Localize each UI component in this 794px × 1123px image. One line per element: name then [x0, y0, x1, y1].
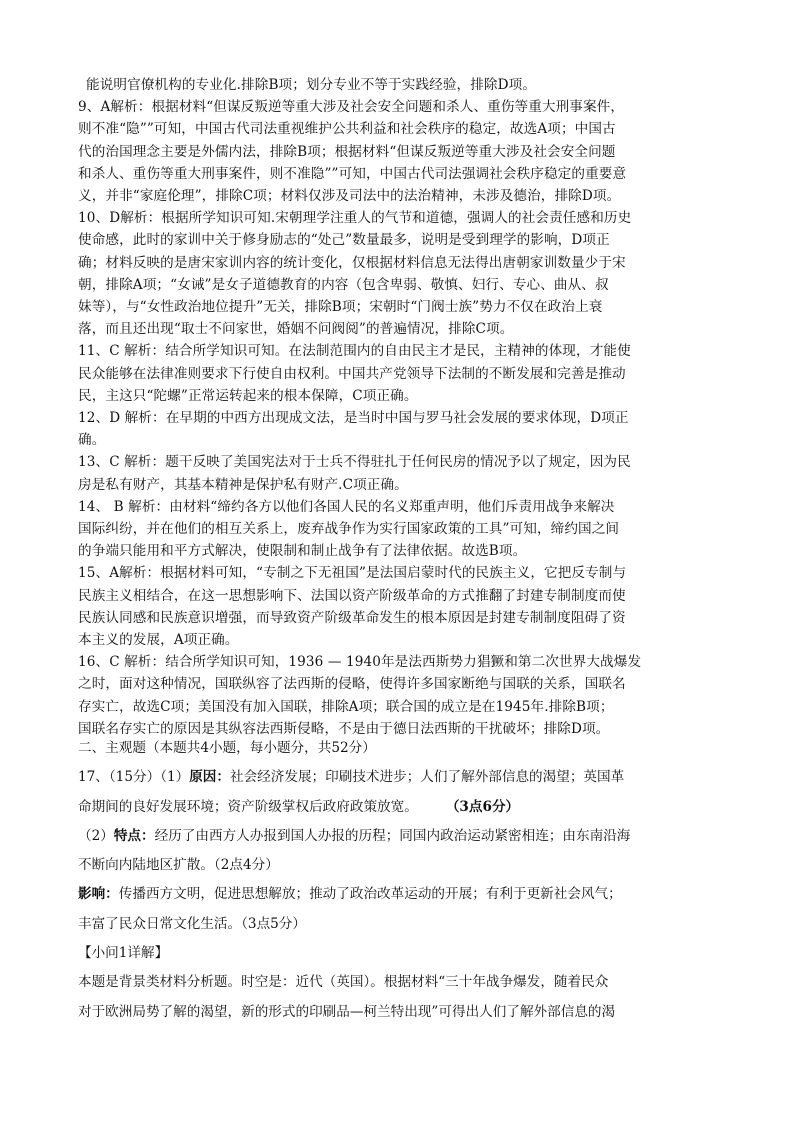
detail-line: 本题是背景类材料分析题。时空是：近代（英国）。根据材料“三十年战争爆发，随着民众: [78, 974, 609, 991]
text-line: 国联名存实亡的原因是其纵容法西斯侵略，不是由于德日法西斯的干扰破坏；排除D项。: [78, 720, 610, 737]
cause-text: 命期间的良好发展环境；资产阶级掌权后政府政策放宽。: [78, 798, 418, 815]
text-line: 确。: [78, 432, 106, 449]
q17-cause-line-2: [78, 793, 728, 822]
text-line: 民族主义相结合，在这一思想影响下、法国以资产阶级革命的方式推翻了封建专制制度而使: [78, 587, 626, 604]
section-title: 二、主观题（本题共4小题，每小题分，共52分）: [78, 740, 376, 756]
text-line: 房是私有财产，其基本精神是保护私有财产.C项正确。: [78, 476, 408, 493]
cause-label: 原因：: [189, 769, 230, 786]
text-line: 存实亡，故选C项；美国没有加入国联，排除A项；联合国的成立是在1945年.排除B项；: [78, 698, 614, 715]
text-line: 则不准“隐””可知，中国古代司法重视维护公共利益和社会秩序的稳定，故选A项；中国古: [78, 121, 616, 138]
text-line: 之时，面对这种情况，国联纵容了法西斯的侵略，使得许多国家断绝与国联的关系，国联名: [78, 676, 626, 693]
q17-feature-line-1: [78, 822, 728, 851]
text-line: 代的治国理念主要是外儒内法，排除B项；根据材料“但谋反叛逆等重大涉及社会安全问题: [78, 143, 616, 160]
text-line: 民，主这只“陀螺”正常运转起来的根本保障，C项正确。: [78, 387, 418, 404]
part2-prefix: （2）: [78, 827, 114, 844]
impact-text: 丰富了民众日常文化生活。（3点5分）: [78, 915, 306, 932]
text-line: 12、D 解析：在早期的中西方出现成文法，是当时中国与罗马社会发展的要求体现，D项正: [78, 410, 629, 427]
subjective-answers: [78, 734, 728, 1027]
text-line: 落，而且还出现“取士不问家世，婚姻不问阀阅”的普遍情况，排除C项。: [78, 321, 514, 338]
text-line: 能说明官僚机构的专业化.排除B项；划分专业不等于实践经验，排除D项。: [86, 77, 537, 93]
text-line: 9、A解析：根据材料“但谋反叛逆等重大涉及社会安全问题和杀人、重伤等重大刑事案件，: [78, 99, 625, 116]
multiple-choice-explanations: [78, 74, 728, 740]
q17-prefix: 17、（15分）（1）: [78, 769, 190, 786]
text-line: 国际纠纷，并在他们的相互关系上，废弃战争作为实行国家政策的工具”可知，缔约国之间: [78, 521, 620, 538]
impact-label: 影响：: [78, 886, 119, 903]
feature-text: 经历了由西方人办报到国人办报的历程；同国内政治运动紧密相连；由东南沿海: [154, 827, 631, 844]
cause-score: （3点6分）: [445, 798, 520, 815]
text-line: 13、C 解析：题干反映了美国宪法对于士兵不得驻扎于任何民房的情况予以了规定，因为民: [78, 454, 631, 471]
text-line: 民众能够在法律准则要求下行使自由权利。中国共产党领导下法制的不断发展和完善是推动: [78, 365, 626, 382]
text-line: 妹等），与“女性政治地位提升”无关，排除B项；宋朝时“门阀士族”势力不仅在政治上衰: [78, 299, 603, 316]
text-line: 和杀人、重伤等重大刑事案件，则不准隐””可知，中国古代司法强调社会秩序稳定的重要意: [78, 165, 627, 182]
detail-heading: 【小问1详解】: [78, 945, 169, 962]
text-line: 使命感，此时的家训中关于修身励志的“处己”数量最多，说明是受到理学的影响，D项正: [78, 232, 610, 249]
text-line: 民族认同感和民族意识增强，而导致资产阶级革命发生的根本原因是封建专制制度阻碍了资: [78, 609, 626, 626]
text-line: 16、C 解析：结合所学知识可知，1936 — 1940年是法西斯势力猖獗和第二次世界大战爆发: [78, 654, 642, 671]
q17-impact-line-2: [78, 910, 728, 939]
text-line: 10、D解析：根据所学知识可知.宋朝理学注重人的气节和道德，强调人的社会责任感和历史: [78, 210, 632, 227]
text-line: 义，并非“家庭伦理”，排除C项；材料仅涉及司法中的法治精神，未涉及德治，排除D项。: [78, 188, 621, 205]
text-line: 确；材料反映的是唐宋家训内容的统计变化，仅根据材料信息无法得出唐朝家训数量少于宋: [78, 254, 626, 271]
feature-label: 特点：: [113, 827, 155, 844]
cause-text: 社会经济发展；印刷技术进步；人们了解外部信息的渴望；英国革: [230, 769, 625, 786]
q17-feature-line-2: [78, 851, 728, 880]
text-line: 15、A解析：根据材料可知，“专制之下无祖国”是法国启蒙时代的民族主义，它把反专制与: [78, 565, 627, 582]
text-line: 本主义的发展，A项正确。: [78, 632, 239, 649]
q17-impact-line-1: [78, 880, 728, 909]
detail-line: 对于欧洲局势了解的渴望，新的形式的印刷品—柯兰特出现”可得出人们了解外部信息的渴: [78, 1003, 616, 1020]
text-line: 14、 B 解析：由材料“缔约各方以他们各国人民的名义郑重声明，他们斥责用战争来解决: [78, 498, 615, 515]
text-line: 11、C 解析：结合所学知识可知。在法制范围内的自由民主才是民，主精神的体现，才能使: [78, 343, 631, 360]
q17-cause-line-1: [78, 763, 728, 792]
text-line: 朝，排除A项；“女诫”是女子道德教育的内容（包含卑弱、敬慎、妇行、专心、曲从、叔: [78, 276, 609, 293]
text-line: 的争端只能用和平方式解决，使限制和制止战争有了法律依据。故选B项。: [78, 543, 527, 560]
impact-text: 传播西方文明，促进思想解放；推动了政治改革运动的开展；有利于更新社会风气；: [118, 886, 622, 903]
feature-text: 不断向内陆地区扩散。（2点4分）: [78, 857, 279, 874]
